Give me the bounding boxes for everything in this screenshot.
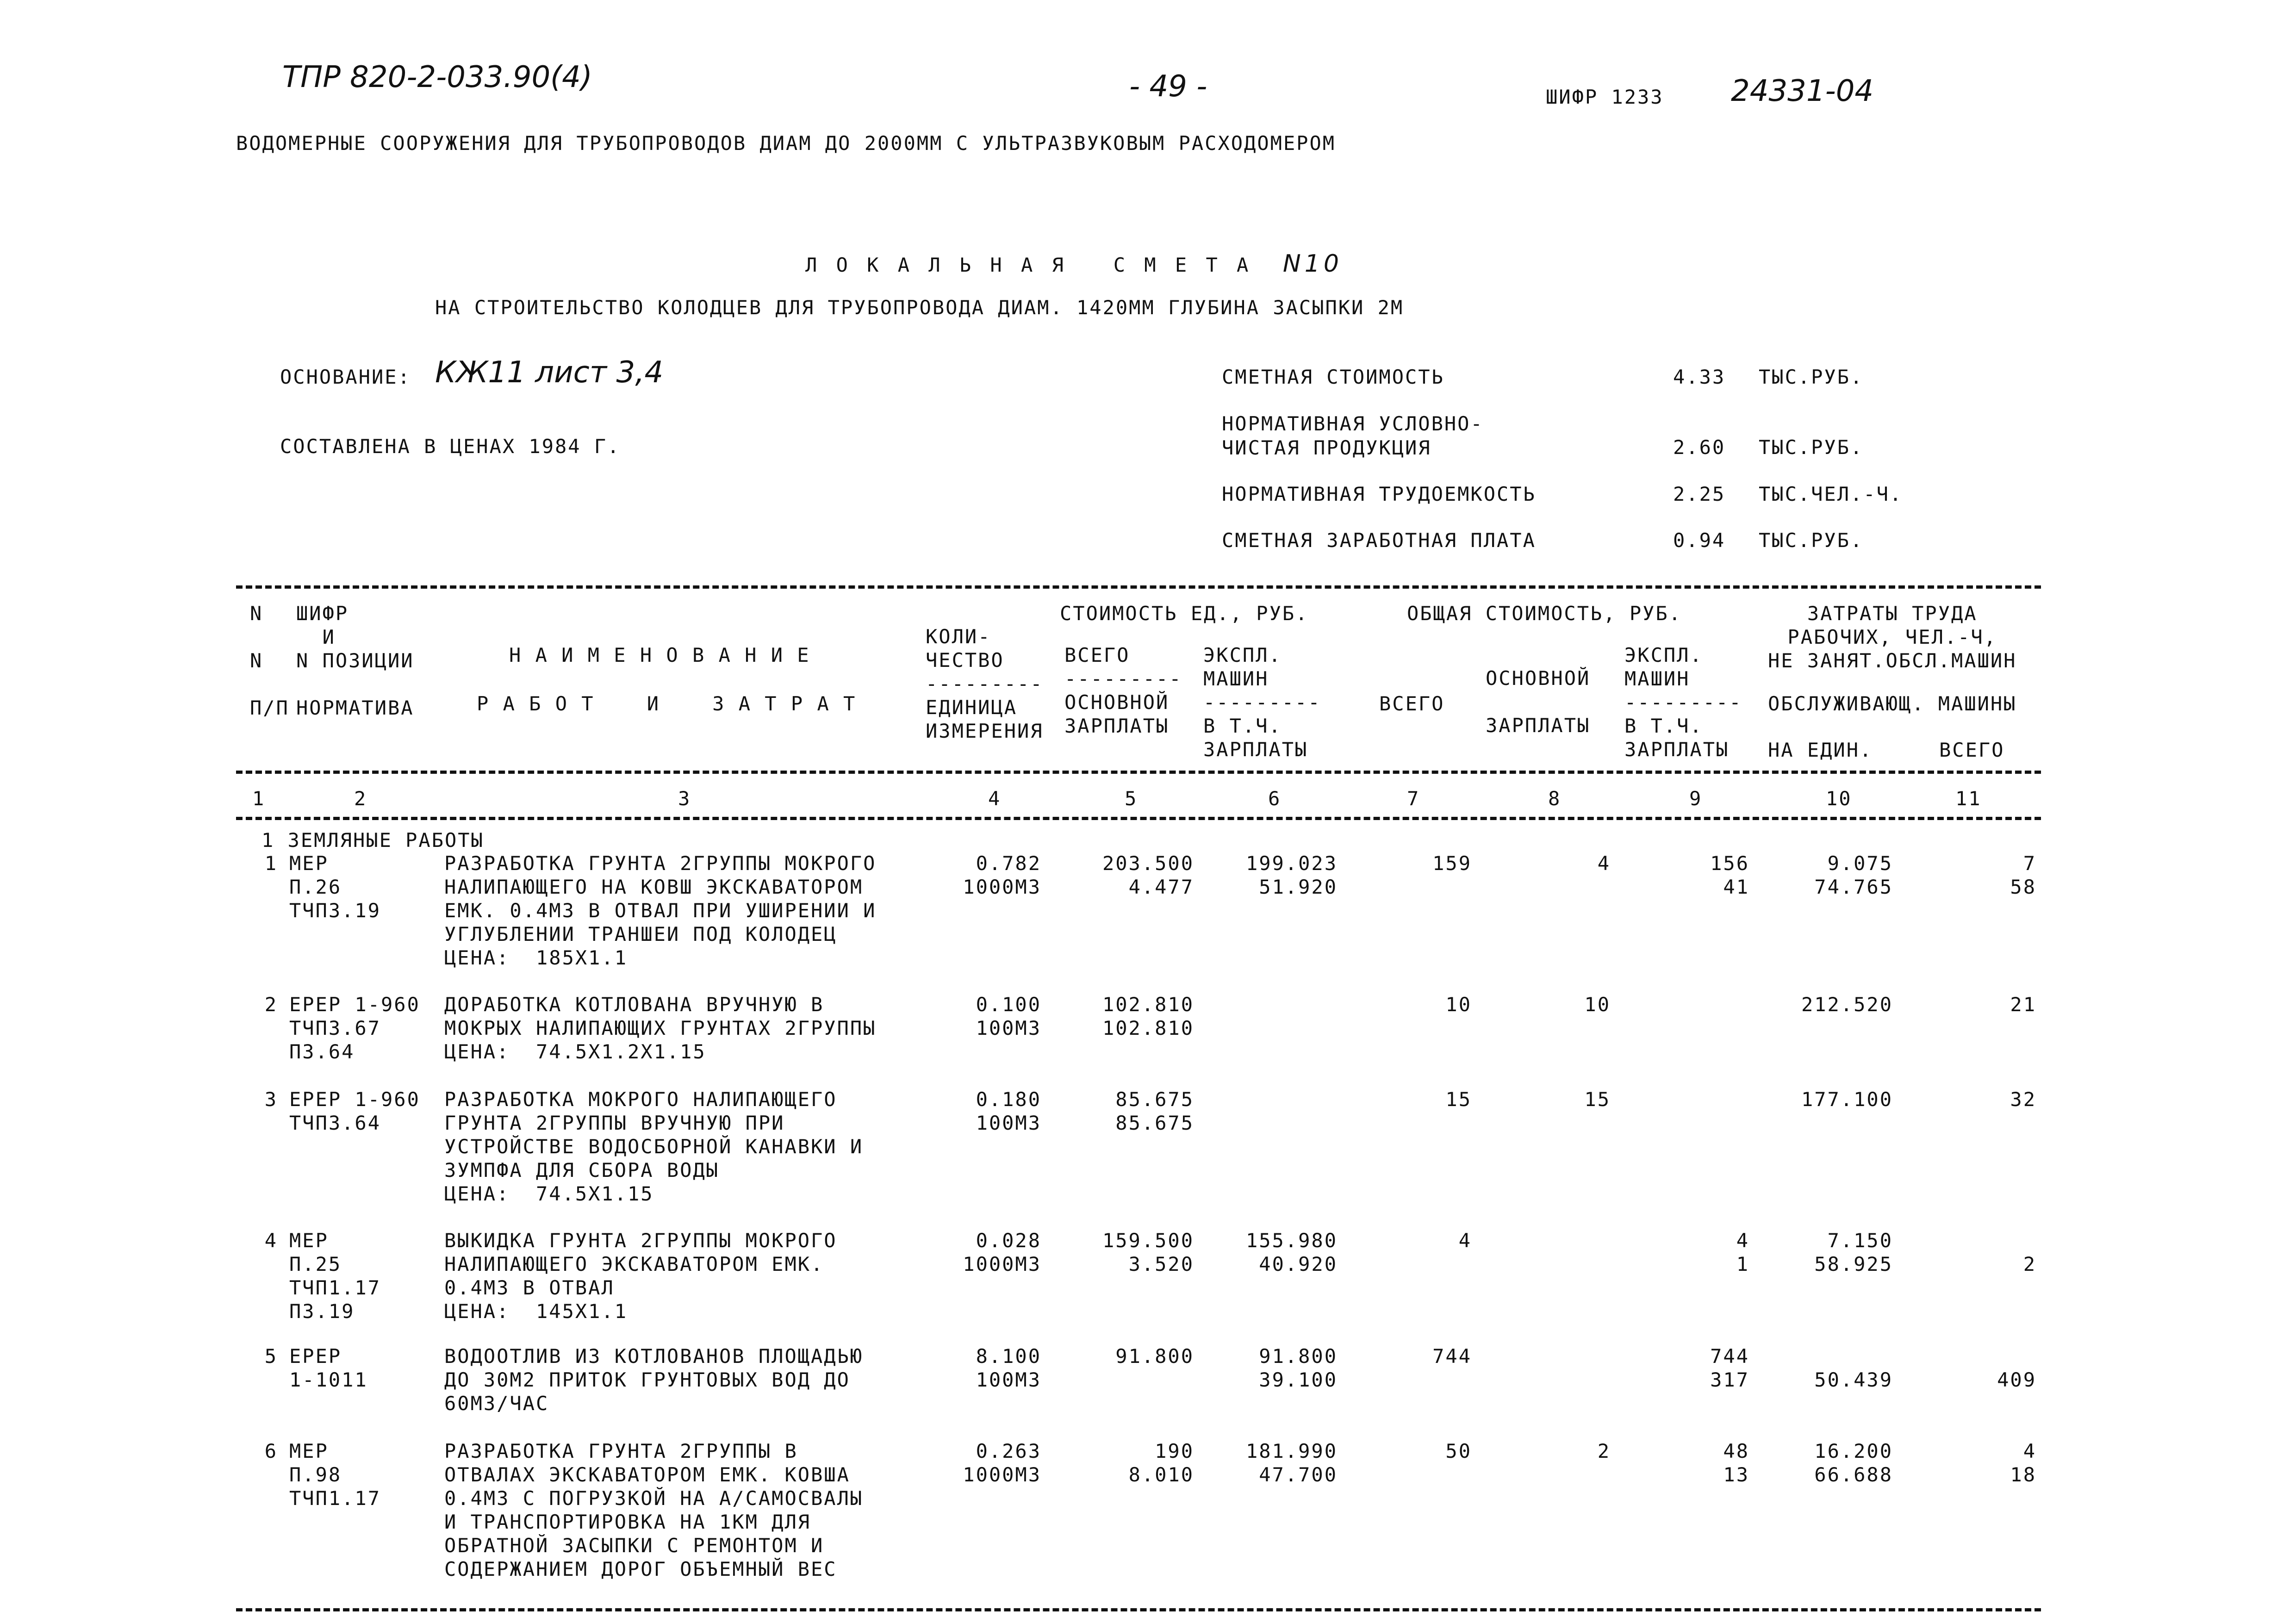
row-labor-unit: 16.200 66.688	[1814, 1440, 1893, 1486]
row-labor-unit: 50.439	[1814, 1368, 1893, 1391]
estimate-number: N10	[1282, 250, 1343, 278]
row-name: РАЗРАБОТКА ГРУНТА 2ГРУППЫ В ОТВАЛАХ ЭКСКАВАТОРОМ ЕМК. КОВША 0.4М3 С ПОГРУЗКОЙ НА А/САМОСВАЛЫ И ТРАНСПОРТИРОВКА НА 1КМ ДЛЯ ОБРАТНОЙ ЗАСЫПКИ С РЕМОНТОМ И СОДЕРЖАНИЕМ ДОРОГ ОБЪЕМНЫЙ ВЕС	[444, 1440, 864, 1580]
header-col-10: НА ЕДИН.	[1768, 739, 1873, 761]
row-labor-total: 32	[2010, 1088, 2036, 1111]
inventory-number: 24331-04	[1731, 74, 1874, 108]
row-labor-total: 4 18	[2010, 1440, 2036, 1486]
row-name: ДОРАБОТКА КОТЛОВАНА ВРУЧНУЮ В МОКРЫХ НАЛИПАЮЩИХ ГРУНТАХ 2ГРУППЫ ЦЕНА: 74.5Х1.2Х1.15	[444, 993, 877, 1063]
header-group-unit-cost: СТОИМОСТЬ ЕД., РУБ.	[1060, 602, 1309, 625]
summary-label: СМЕТНАЯ ЗАРАБОТНАЯ ПЛАТА	[1222, 529, 1536, 552]
row-machinery: 744 317	[1710, 1345, 1749, 1391]
row-quantity: 0.263 1000М3	[963, 1440, 1041, 1486]
summary-unit: ТЫС.РУБ.	[1759, 529, 1864, 552]
row-total: 50	[1445, 1440, 1472, 1462]
header-col-1: N N П/П	[250, 602, 289, 719]
column-number: 8	[1548, 787, 1562, 810]
summary-value: 2.25	[1673, 483, 1726, 505]
project-title: ВОДОМЕРНЫЕ СООРУЖЕНИЯ ДЛЯ ТРУБОПРОВОДОВ ДИАМ ДО 2000ММ С УЛЬТРАЗВУКОВЫМ РАСХОДОМЕРОМ	[236, 132, 1336, 155]
row-labor-total: 7 58	[2010, 852, 2036, 898]
header-col-9: ЭКСПЛ. МАШИН --------- В Т.Ч. ЗАРПЛАТЫ	[1624, 644, 1742, 761]
row-unit-cost: 85.675 85.675	[1115, 1088, 1194, 1134]
estimate-subtitle: НА СТРОИТЕЛЬСТВО КОЛОДЦЕВ ДЛЯ ТРУБОПРОВОДА ДИАМ. 1420ММ ГЛУБИНА ЗАСЫПКИ 2М	[435, 296, 1404, 319]
row-labor-total: 409	[1997, 1368, 2036, 1391]
estimate-heading-text: Л О К А Л Ь Н А Я С М Е Т А	[805, 254, 1252, 276]
row-machinery: 156 41	[1710, 852, 1749, 898]
header-group-total-cost: ОБЩАЯ СТОИМОСТЬ, РУБ.	[1407, 602, 1682, 625]
row-total: 4	[1458, 1229, 1472, 1252]
table-columns-rule	[236, 817, 2041, 820]
cipher: ШИФР 1233	[1546, 86, 1664, 108]
summary-value: 4.33	[1673, 366, 1726, 388]
row-quantity: 0.100 100М3	[976, 993, 1041, 1039]
table-header-rule	[236, 771, 2041, 774]
column-number: 2	[354, 787, 367, 810]
column-number: 4	[988, 787, 1002, 810]
row-labor-total: 21	[2010, 993, 2036, 1016]
row-total: 10	[1445, 993, 1472, 1016]
row-name: РАЗРАБОТКА ГРУНТА 2ГРУППЫ МОКРОГО НАЛИПАЮЩЕГО НА КОВШ ЭКСКАВАТОРОМ ЕМК. 0.4М3 В ОТВАЛ ПРИ УШИРЕНИИ И УГЛУБЛЕНИИ ТРАНШЕИ ПОД КОЛОДЕЦ ЦЕНА: 185Х1.1	[444, 852, 877, 969]
prices-label: СОСТАВЛЕНА В ЦЕНАХ 1984 Г.	[280, 435, 621, 458]
row-labor-unit: 7.150 58.925	[1814, 1229, 1893, 1275]
row-base-wage: 10	[1584, 993, 1611, 1016]
row-unit-cost: 203.500 4.477	[1102, 852, 1194, 898]
estimate-heading	[805, 250, 1343, 278]
summary-label: СМЕТНАЯ СТОИМОСТЬ	[1222, 366, 1444, 388]
row-total: 159	[1432, 852, 1472, 875]
page-number: - 49 -	[1129, 69, 1207, 104]
row-quantity: 8.100 100М3	[976, 1345, 1041, 1391]
basis-label: ОСНОВАНИЕ:	[280, 366, 411, 388]
header-group-labor-sub: ОБСЛУЖИВАЮЩ. МАШИНЫ	[1768, 692, 2017, 715]
summary-label: НОРМАТИВНАЯ УСЛОВНО- ЧИСТАЯ ПРОДУКЦИЯ	[1222, 412, 1484, 459]
section-title: 1 ЗЕМЛЯНЫЕ РАБОТЫ	[261, 829, 484, 852]
row-quantity: 0.028 1000М3	[963, 1229, 1041, 1275]
row-unit-cost: 190 8.010	[1128, 1440, 1194, 1486]
header-col-2: ШИФР И N ПОЗИЦИИ НОРМАТИВА	[296, 602, 414, 719]
row-base-wage: 4	[1597, 852, 1611, 875]
row-number: 3	[264, 1088, 278, 1111]
row-name: РАЗРАБОТКА МОКРОГО НАЛИПАЮЩЕГО ГРУНТА 2ГРУППЫ ВРУЧНУЮ ПРИ УСТРОЙСТВЕ ВОДОСБОРНОЙ КАНАВКИ И ЗУМПФА ДЛЯ СБОРА ВОДЫ ЦЕНА: 74.5Х1.15	[444, 1088, 864, 1205]
row-code: МЕР П.26 ТЧП3.19	[289, 852, 381, 922]
row-number: 5	[264, 1345, 278, 1368]
summary-unit: ТЫС.РУБ.	[1759, 366, 1864, 388]
column-number: 6	[1268, 787, 1282, 810]
row-labor-unit: 9.075 74.765	[1814, 852, 1893, 898]
row-unit-machinery: 181.990 47.700	[1245, 1440, 1338, 1486]
column-number: 1	[252, 787, 266, 810]
row-number: 6	[264, 1440, 278, 1462]
row-total: 744	[1432, 1345, 1472, 1368]
column-number: 10	[1826, 787, 1852, 810]
row-machinery: 4 1	[1736, 1229, 1749, 1275]
row-base-wage: 2	[1597, 1440, 1611, 1462]
header-col-7: ВСЕГО	[1379, 692, 1445, 715]
row-total: 15	[1445, 1088, 1472, 1111]
row-code: МЕР П.98 ТЧП1.17	[289, 1440, 381, 1510]
row-name: ВОДООТЛИВ ИЗ КОТЛОВАНОВ ПЛОЩАДЬЮ ДО 30М2 ПРИТОК ГРУНТОВЫХ ВОД ДО 60М3/ЧАС	[444, 1345, 864, 1415]
row-number: 4	[264, 1229, 278, 1252]
row-quantity: 0.180 100М3	[976, 1088, 1041, 1134]
row-unit-machinery: 199.023 51.920	[1245, 852, 1338, 898]
header-col-5: ВСЕГО --------- ОСНОВНОЙ ЗАРПЛАТЫ	[1064, 644, 1182, 737]
column-number: 11	[1955, 787, 1982, 810]
row-unit-cost: 91.800	[1115, 1345, 1194, 1368]
summary-value: 0.94	[1673, 529, 1726, 552]
row-unit-machinery: 91.800 39.100	[1259, 1345, 1338, 1391]
row-labor-unit: 212.520	[1801, 993, 1893, 1016]
column-number: 3	[678, 787, 691, 810]
table-bottom-rule	[236, 1608, 2041, 1611]
row-labor-unit: 177.100	[1801, 1088, 1893, 1111]
row-labor-total: 2	[2023, 1253, 2036, 1275]
header-col-3-top: Н А И М Е Н О В А Н И Е	[509, 644, 810, 666]
row-base-wage: 15	[1584, 1088, 1611, 1111]
row-machinery: 48 13	[1723, 1440, 1749, 1486]
row-quantity: 0.782 1000М3	[963, 852, 1041, 898]
row-unit-cost: 102.810 102.810	[1102, 993, 1194, 1039]
column-number: 7	[1407, 787, 1420, 810]
row-code: ЕРЕР 1-960 ТЧП3.64	[289, 1088, 420, 1134]
row-number: 1	[264, 852, 278, 875]
header-col-8: ОСНОВНОЙ ЗАРПЛАТЫ	[1486, 667, 1591, 737]
table-top-rule	[236, 585, 2041, 589]
row-name: ВЫКИДКА ГРУНТА 2ГРУППЫ МОКРОГО НАЛИПАЮЩЕГО ЭКСКАВАТОРОМ ЕМК. 0.4М3 В ОТВАЛ ЦЕНА: 145Х1.1	[444, 1229, 837, 1323]
row-code: ЕРЕР 1-960 ТЧП3.67 П3.64	[289, 993, 420, 1063]
header-col-11: ВСЕГО	[1939, 739, 2005, 761]
header-col-4: КОЛИ- ЧЕСТВО --------- ЕДИНИЦА ИЗМЕРЕНИЯ	[926, 625, 1044, 742]
summary-unit: ТЫС.ЧЕЛ.-Ч.	[1759, 483, 1903, 505]
summary-value: 2.60	[1673, 436, 1726, 459]
row-code: ЕРЕР 1-1011	[289, 1345, 368, 1391]
row-code: МЕР П.25 ТЧП1.17 П3.19	[289, 1229, 381, 1323]
document-code: ТПР 820-2-033.90(4)	[282, 60, 592, 94]
header-group-labor: ЗАТРАТЫ ТРУДА РАБОЧИХ, ЧЕЛ.-Ч, НЕ ЗАНЯТ.ОБСЛ.МАШИН	[1768, 602, 2017, 672]
row-unit-cost: 159.500 3.520	[1102, 1229, 1194, 1275]
basis-value: КЖ11 лист 3,4	[435, 355, 664, 390]
row-unit-machinery: 155.980 40.920	[1245, 1229, 1338, 1275]
row-number: 2	[264, 993, 278, 1016]
summary-label: НОРМАТИВНАЯ ТРУДОЕМКОСТЬ	[1222, 483, 1536, 505]
summary-unit: ТЫС.РУБ.	[1759, 436, 1864, 459]
column-number: 5	[1125, 787, 1138, 810]
header-col-6: ЭКСПЛ. МАШИН --------- В Т.Ч. ЗАРПЛАТЫ	[1203, 644, 1321, 761]
header-col-3-bottom: Р А Б О Т И З А Т Р А Т	[477, 692, 857, 715]
column-number: 9	[1689, 787, 1703, 810]
